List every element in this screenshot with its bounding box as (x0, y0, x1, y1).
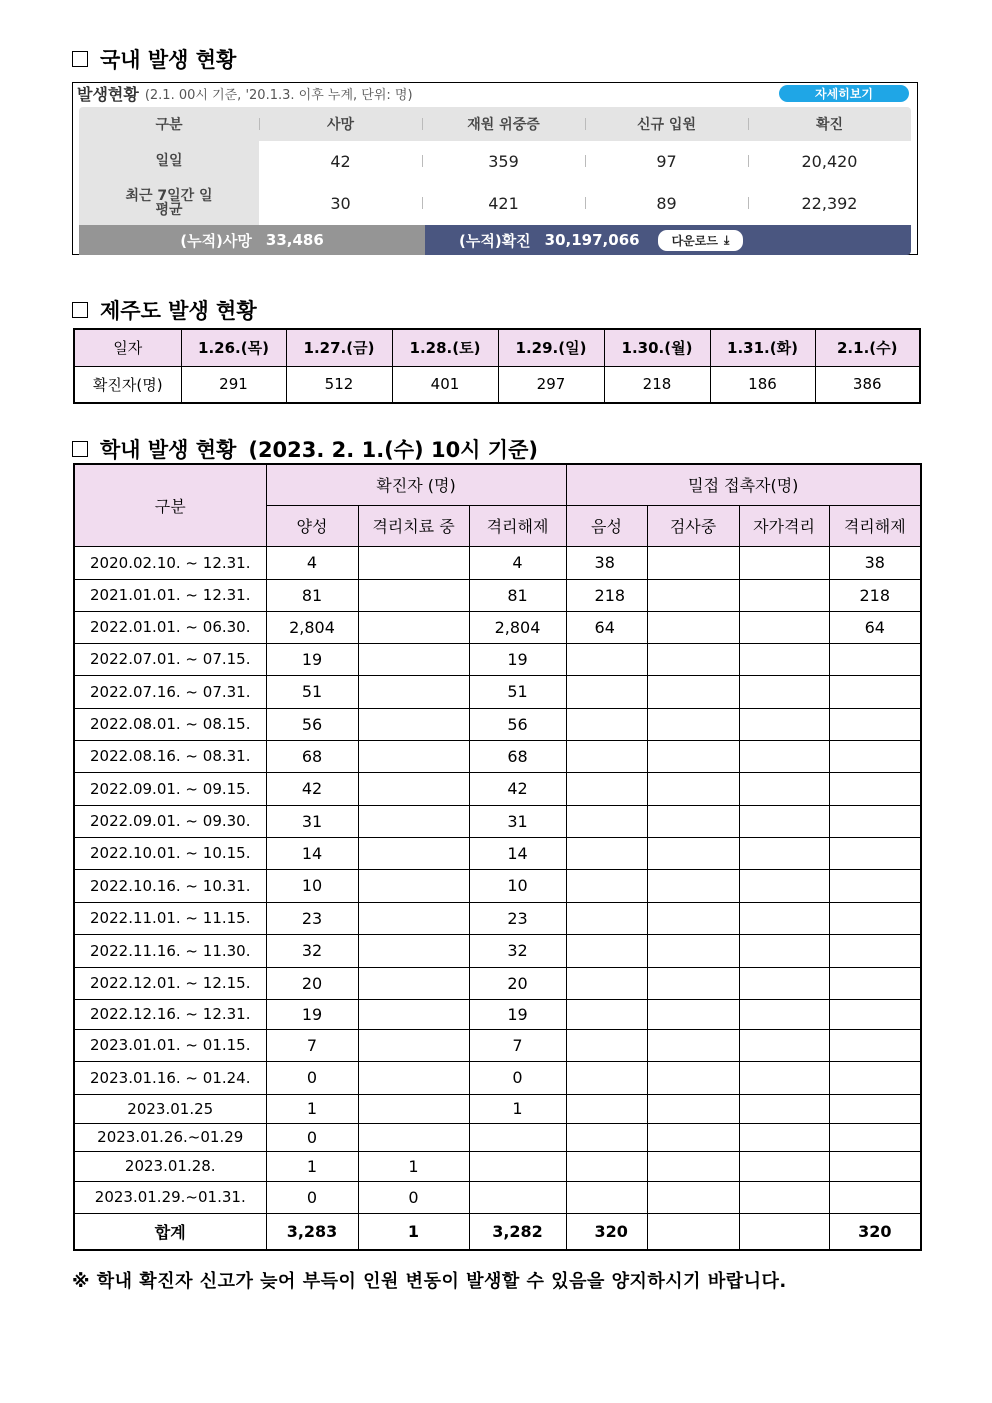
national-cumulative-bar (79, 225, 911, 255)
school-data-row (74, 999, 921, 1029)
row-label-daily: 일일 (155, 153, 183, 169)
count-cell (829, 740, 921, 772)
period-cell: 2022.07.01. ~ 07.15. (74, 643, 266, 675)
jeju-date: 2.1.(수) (815, 329, 920, 366)
school-data-row (74, 934, 921, 967)
count-cell (739, 708, 829, 740)
count-cell (566, 708, 647, 740)
period-cell: 2022.08.01. ~ 08.15. (74, 708, 266, 740)
count-cell: 0 (266, 1123, 358, 1151)
avg-admission: 89 (656, 193, 677, 213)
count-cell: 1 (266, 1151, 358, 1181)
count-cell (829, 1123, 921, 1151)
period-cell: 2023.01.25 (74, 1094, 266, 1123)
count-cell (829, 643, 921, 675)
count-cell: 218 (829, 579, 921, 611)
period-cell: 2022.10.01. ~ 10.15. (74, 837, 266, 869)
count-cell: 64 (829, 611, 921, 643)
count-cell: 20 (266, 967, 358, 999)
jeju-count: 297 (498, 366, 604, 403)
school-data-row (74, 643, 921, 675)
jeju-count: 512 (286, 366, 392, 403)
count-cell (566, 740, 647, 772)
count-cell: 56 (266, 708, 358, 740)
count-cell (647, 902, 739, 934)
count-cell: 218 (566, 579, 647, 611)
count-cell: 32 (266, 934, 358, 967)
total-cell: 3,283 (266, 1213, 358, 1250)
subheader-positive: 양성 (266, 505, 358, 546)
period-cell: 2022.12.01. ~ 12.15. (74, 967, 266, 999)
period-cell: 2022.07.16. ~ 07.31. (74, 675, 266, 708)
jeju-count: 186 (710, 366, 815, 403)
count-cell (829, 999, 921, 1029)
cumulative-confirmed (425, 225, 911, 255)
count-cell: 2,804 (266, 611, 358, 643)
count-cell (739, 934, 829, 967)
school-header-category: 구분 (74, 464, 266, 546)
notice-text: ※ 학내 확진자 신고가 늦어 부득이 인원 변동이 발생할 수 있음을 양지하시기 바랍니다. (72, 1271, 787, 1292)
count-cell (566, 1029, 647, 1061)
checkbox-icon (72, 51, 88, 67)
period-cell: 2022.10.16. ~ 10.31. (74, 869, 266, 902)
count-cell (829, 902, 921, 934)
jeju-date: 1.27.(금) (286, 329, 392, 366)
count-cell (829, 675, 921, 708)
count-cell (647, 934, 739, 967)
count-cell: 0 (266, 1061, 358, 1094)
count-cell (739, 1151, 829, 1181)
count-cell (566, 675, 647, 708)
divider (748, 197, 749, 209)
count-cell (739, 740, 829, 772)
count-cell (647, 999, 739, 1029)
count-cell (739, 1029, 829, 1061)
domestic-title-text: 국내 발생 현황 (100, 48, 237, 72)
count-cell: 31 (469, 805, 566, 837)
avg-death: 30 (330, 193, 351, 213)
count-cell (739, 772, 829, 805)
count-cell (739, 837, 829, 869)
count-cell: 2,804 (469, 611, 566, 643)
count-cell (358, 837, 469, 869)
school-data-row (74, 1094, 921, 1123)
jeju-date: 1.28.(토) (392, 329, 498, 366)
divider (748, 118, 749, 130)
period-cell: 2022.01.01. ~ 06.30. (74, 611, 266, 643)
count-cell (358, 902, 469, 934)
national-grid (79, 107, 911, 225)
divider (748, 155, 749, 167)
period-cell: 2020.02.10. ~ 12.31. (74, 546, 266, 579)
daily-critical: 359 (488, 151, 519, 171)
divider (585, 155, 586, 167)
period-cell: 2022.11.01. ~ 11.15. (74, 902, 266, 934)
jeju-count: 291 (181, 366, 286, 403)
period-cell: 2022.11.16. ~ 11.30. (74, 934, 266, 967)
count-cell: 1 (358, 1151, 469, 1181)
count-cell (829, 772, 921, 805)
count-cell: 38 (829, 546, 921, 579)
download-button[interactable] (658, 230, 744, 251)
count-cell (739, 805, 829, 837)
period-cell: 2022.08.16. ~ 08.31. (74, 740, 266, 772)
count-cell: 81 (266, 579, 358, 611)
header-death: 사망 (326, 117, 355, 133)
count-cell: 56 (469, 708, 566, 740)
count-cell (829, 1061, 921, 1094)
count-cell (739, 579, 829, 611)
count-cell (358, 805, 469, 837)
count-cell (829, 967, 921, 999)
cumulative-confirmed-value: 30,197,066 (544, 231, 640, 249)
total-cell (647, 1213, 739, 1250)
count-cell (358, 967, 469, 999)
count-cell: 19 (469, 643, 566, 675)
count-cell (566, 902, 647, 934)
count-cell: 0 (358, 1181, 469, 1213)
jeju-section-title (72, 295, 257, 325)
count-cell: 68 (469, 740, 566, 772)
total-cell: 320 (566, 1213, 647, 1250)
school-data-row (74, 1151, 921, 1181)
divider (422, 197, 423, 209)
daily-admission: 97 (656, 151, 677, 171)
count-cell (358, 1061, 469, 1094)
count-cell (647, 579, 739, 611)
cumulative-death (79, 225, 425, 255)
count-cell: 10 (469, 869, 566, 902)
count-cell (739, 1123, 829, 1151)
national-header-row (79, 107, 911, 141)
school-total-row (74, 1213, 921, 1250)
count-cell: 81 (469, 579, 566, 611)
total-cell: 1 (358, 1213, 469, 1250)
header-confirmed: 확진 (815, 117, 844, 133)
count-cell (829, 1181, 921, 1213)
count-cell: 51 (266, 675, 358, 708)
divider (585, 197, 586, 209)
jeju-date: 1.26.(목) (181, 329, 286, 366)
school-data-row (74, 675, 921, 708)
school-title-text: 학내 발생 현황 (100, 438, 237, 462)
count-cell (647, 772, 739, 805)
national-panel-title: 발생현황 (77, 84, 139, 104)
count-cell (647, 1123, 739, 1151)
total-cell: 320 (829, 1213, 921, 1250)
count-cell (829, 1151, 921, 1181)
divider (585, 118, 586, 130)
count-cell: 1 (469, 1094, 566, 1123)
school-data-row (74, 740, 921, 772)
national-status-panel (72, 82, 918, 255)
cumulative-confirmed-label: (누적)확진 (459, 231, 531, 250)
count-cell (358, 869, 469, 902)
count-cell (358, 772, 469, 805)
divider (422, 155, 423, 167)
count-cell (829, 934, 921, 967)
count-cell (739, 902, 829, 934)
row-label-7day-avg: 최근 7일간 일평균 (125, 188, 213, 218)
count-cell (358, 1029, 469, 1061)
count-cell (647, 675, 739, 708)
period-cell: 2023.01.29.~01.31. (74, 1181, 266, 1213)
period-cell: 2023.01.01. ~ 01.15. (74, 1029, 266, 1061)
period-cell: 2023.01.28. (74, 1151, 266, 1181)
count-cell (566, 1151, 647, 1181)
cumulative-death-label: (누적)사망 (180, 231, 252, 250)
count-cell (829, 869, 921, 902)
count-cell (829, 1029, 921, 1061)
count-cell (566, 1181, 647, 1213)
count-cell (566, 967, 647, 999)
count-cell (739, 999, 829, 1029)
count-cell (358, 611, 469, 643)
count-cell (739, 967, 829, 999)
jeju-title-text: 제주도 발생 현황 (100, 299, 257, 323)
domestic-section-title (72, 44, 236, 74)
total-label: 합계 (74, 1213, 266, 1250)
count-cell (566, 805, 647, 837)
checkbox-icon (72, 441, 88, 457)
divider (259, 118, 260, 130)
count-cell (647, 611, 739, 643)
detail-button[interactable]: 자세히보기 (779, 85, 909, 102)
jeju-date-row (74, 329, 920, 366)
period-cell: 2023.01.16. ~ 01.24. (74, 1061, 266, 1094)
subheader-released: 격리해제 (469, 505, 566, 546)
count-cell (566, 837, 647, 869)
national-row-labels (79, 141, 259, 225)
count-cell (566, 869, 647, 902)
school-data-row (74, 1181, 921, 1213)
count-cell (829, 805, 921, 837)
count-cell (647, 1029, 739, 1061)
count-cell (358, 740, 469, 772)
national-panel-subtitle: (2.1. 00시 기준, '20.1.3. 이후 누계, 단위: 명) (144, 87, 413, 103)
daily-confirmed: 20,420 (801, 151, 858, 171)
count-cell: 7 (266, 1029, 358, 1061)
jeju-count-row (74, 366, 920, 403)
count-cell: 31 (266, 805, 358, 837)
count-cell: 19 (469, 999, 566, 1029)
count-cell: 4 (469, 546, 566, 579)
header-critical: 재원 위중증 (467, 117, 540, 133)
school-data-row (74, 902, 921, 934)
school-data-row (74, 546, 921, 579)
subheader-in-treatment: 격리치료 중 (358, 505, 469, 546)
count-cell (358, 675, 469, 708)
count-cell (566, 934, 647, 967)
count-cell: 51 (469, 675, 566, 708)
count-cell: 14 (266, 837, 358, 869)
count-cell (739, 611, 829, 643)
school-data-row (74, 1123, 921, 1151)
count-cell (739, 643, 829, 675)
period-cell: 2021.01.01. ~ 12.31. (74, 579, 266, 611)
jeju-count: 401 (392, 366, 498, 403)
count-cell (647, 1181, 739, 1213)
count-cell (647, 1151, 739, 1181)
school-data-row (74, 869, 921, 902)
school-section-title (72, 434, 538, 464)
count-cell (358, 1123, 469, 1151)
download-button-label: 다운로드 (671, 233, 718, 248)
jeju-date: 1.30.(월) (604, 329, 710, 366)
count-cell (566, 999, 647, 1029)
jeju-date: 1.31.(화) (710, 329, 815, 366)
checkbox-icon (72, 302, 88, 318)
subheader-contact-released: 격리해제 (829, 505, 921, 546)
jeju-count-label: 확진자(명) (74, 366, 181, 403)
count-cell (647, 708, 739, 740)
total-cell (739, 1213, 829, 1250)
school-data-row (74, 708, 921, 740)
count-cell (647, 869, 739, 902)
period-cell: 2023.01.26.~01.29 (74, 1123, 266, 1151)
count-cell: 23 (266, 902, 358, 934)
count-cell (647, 837, 739, 869)
divider (422, 118, 423, 130)
count-cell (739, 1181, 829, 1213)
count-cell: 68 (266, 740, 358, 772)
total-cell: 3,282 (469, 1213, 566, 1250)
school-data-row (74, 579, 921, 611)
count-cell (358, 999, 469, 1029)
count-cell: 7 (469, 1029, 566, 1061)
count-cell: 19 (266, 643, 358, 675)
jeju-table (73, 328, 921, 404)
count-cell (739, 869, 829, 902)
count-cell (566, 643, 647, 675)
count-cell: 42 (266, 772, 358, 805)
count-cell (739, 1094, 829, 1123)
count-cell (647, 740, 739, 772)
count-cell: 0 (469, 1061, 566, 1094)
school-data-row (74, 837, 921, 869)
national-panel-header (77, 83, 413, 103)
avg-critical: 421 (488, 193, 519, 213)
count-cell (358, 643, 469, 675)
count-cell: 1 (266, 1094, 358, 1123)
count-cell (469, 1123, 566, 1151)
school-data-row (74, 772, 921, 805)
count-cell (358, 934, 469, 967)
count-cell (358, 1094, 469, 1123)
count-cell (358, 708, 469, 740)
period-cell: 2022.09.01. ~ 09.30. (74, 805, 266, 837)
count-cell (469, 1181, 566, 1213)
count-cell: 32 (469, 934, 566, 967)
header-category: 구분 (155, 117, 183, 133)
school-table (73, 463, 922, 1251)
count-cell (566, 1094, 647, 1123)
daily-death: 42 (330, 151, 351, 171)
count-cell (829, 837, 921, 869)
subheader-testing: 검사중 (647, 505, 739, 546)
count-cell (829, 1094, 921, 1123)
count-cell (829, 708, 921, 740)
header-new-admission: 신규 입원 (637, 117, 696, 133)
count-cell: 14 (469, 837, 566, 869)
school-data-row (74, 611, 921, 643)
count-cell: 0 (266, 1181, 358, 1213)
download-icon: ⤓ (723, 232, 730, 247)
count-cell (358, 546, 469, 579)
count-cell (647, 643, 739, 675)
school-data-row (74, 967, 921, 999)
count-cell (739, 546, 829, 579)
count-cell (739, 675, 829, 708)
count-cell (566, 1123, 647, 1151)
count-cell (739, 1061, 829, 1094)
count-cell (647, 1094, 739, 1123)
cumulative-death-value: 33,486 (265, 231, 324, 249)
period-cell: 2022.12.16. ~ 12.31. (74, 999, 266, 1029)
school-data-row (74, 1061, 921, 1094)
school-data-row (74, 1029, 921, 1061)
subheader-self-quarantine: 자가격리 (739, 505, 829, 546)
jeju-count: 386 (815, 366, 920, 403)
school-header-row (74, 464, 921, 505)
count-cell: 19 (266, 999, 358, 1029)
count-cell: 64 (566, 611, 647, 643)
school-data-row (74, 805, 921, 837)
count-cell: 20 (469, 967, 566, 999)
school-header-contacts: 밀접 접촉자(명) (566, 464, 921, 505)
count-cell (358, 579, 469, 611)
jeju-date: 1.29.(일) (498, 329, 604, 366)
avg-confirmed: 22,392 (801, 193, 858, 213)
count-cell: 38 (566, 546, 647, 579)
subheader-negative: 음성 (566, 505, 647, 546)
count-cell: 23 (469, 902, 566, 934)
count-cell: 42 (469, 772, 566, 805)
count-cell: 4 (266, 546, 358, 579)
school-header-confirmed: 확진자 (명) (266, 464, 566, 505)
count-cell: 10 (266, 869, 358, 902)
period-cell: 2022.09.01. ~ 09.15. (74, 772, 266, 805)
count-cell (647, 967, 739, 999)
count-cell (647, 1061, 739, 1094)
count-cell (469, 1151, 566, 1181)
count-cell (647, 546, 739, 579)
jeju-date-label: 일자 (74, 329, 181, 366)
school-title-date: (2023. 2. 1.(수) 10시 기준) (248, 438, 538, 462)
jeju-count: 218 (604, 366, 710, 403)
count-cell (647, 805, 739, 837)
count-cell (566, 1061, 647, 1094)
count-cell (566, 772, 647, 805)
